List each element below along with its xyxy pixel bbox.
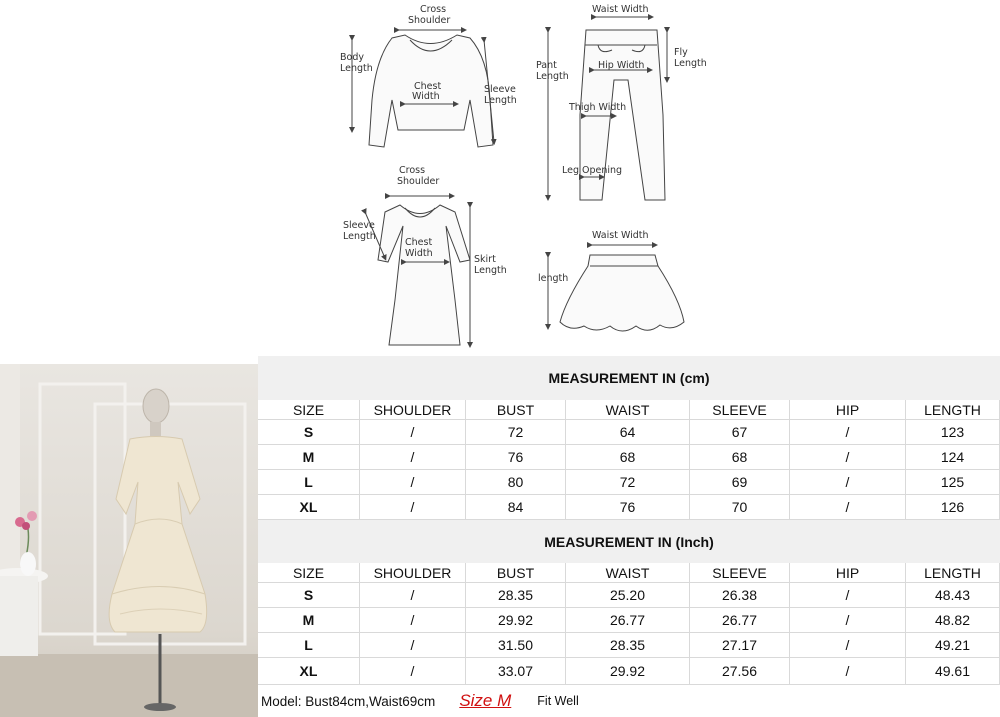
cell-length: 48.82 — [906, 608, 1000, 633]
cell-sleeve: 26.77 — [690, 608, 790, 633]
cell-sleeve: 69 — [690, 470, 790, 495]
cell-length: 49.61 — [906, 658, 1000, 685]
table-title-inch: MEASUREMENT IN (Inch) — [258, 520, 1000, 563]
header-bust: BUST — [466, 400, 566, 420]
label-body-length: Body — [340, 52, 364, 63]
header-hip: HIP — [790, 563, 906, 583]
model-photo — [0, 364, 258, 717]
label-skirt-length-short: length — [538, 273, 569, 284]
label-pant-length-2: Length — [536, 71, 569, 82]
table-row — [258, 445, 1000, 470]
cell-bust: 29.92 — [466, 608, 566, 633]
label-skirt-length-2: Length — [474, 265, 507, 276]
cell-size: M — [258, 445, 360, 470]
measurement-diagram — [0, 0, 1000, 356]
fit-note: Fit Well — [537, 694, 579, 708]
label-cross-shoulder-2: Shoulder — [408, 15, 451, 26]
label-skirt-waist-width: Waist Width — [592, 230, 649, 241]
table-header-inch — [258, 563, 1000, 583]
label-fly-length-2: Length — [674, 58, 707, 69]
cell-size: L — [258, 633, 360, 658]
cell-hip: / — [790, 420, 906, 445]
cell-waist: 68 — [566, 445, 690, 470]
cell-length: 126 — [906, 495, 1000, 520]
cell-length: 124 — [906, 445, 1000, 470]
model-size: Size M — [459, 691, 512, 710]
cell-sleeve: 27.17 — [690, 633, 790, 658]
dress-sketch — [365, 196, 470, 345]
cell-length: 123 — [906, 420, 1000, 445]
header-hip: HIP — [790, 400, 906, 420]
label-chest-width-2: Width — [412, 91, 440, 102]
cell-bust: 76 — [466, 445, 566, 470]
label-waist-width: Waist Width — [592, 4, 649, 15]
label-cross-shoulder: Cross — [420, 4, 447, 15]
cell-waist: 28.35 — [566, 633, 690, 658]
cell-size: S — [258, 420, 360, 445]
cell-waist: 26.77 — [566, 608, 690, 633]
label-dress-sleeve-length-2: Length — [343, 231, 376, 242]
cell-bust: 33.07 — [466, 658, 566, 685]
header-size: SIZE — [258, 400, 360, 420]
table-row — [258, 495, 1000, 520]
header-length: LENGTH — [906, 563, 1000, 583]
cell-shoulder: / — [360, 633, 466, 658]
cell-shoulder: / — [360, 658, 466, 685]
cell-hip: / — [790, 445, 906, 470]
cell-shoulder: / — [360, 445, 466, 470]
cell-waist: 25.20 — [566, 583, 690, 608]
cell-hip: / — [790, 658, 906, 685]
cell-sleeve: 67 — [690, 420, 790, 445]
model-measurements: Model: Bust84cm,Waist69cm — [261, 693, 436, 709]
header-waist: WAIST — [566, 400, 690, 420]
table-header-cm — [258, 400, 1000, 420]
cell-waist: 64 — [566, 420, 690, 445]
cell-waist: 76 — [566, 495, 690, 520]
cell-size: M — [258, 608, 360, 633]
header-bust: BUST — [466, 563, 566, 583]
size-chart — [258, 356, 1000, 717]
cell-shoulder: / — [360, 608, 466, 633]
cell-length: 125 — [906, 470, 1000, 495]
header-length: LENGTH — [906, 400, 1000, 420]
cell-size: XL — [258, 658, 360, 685]
cell-size: S — [258, 583, 360, 608]
table-row — [258, 608, 1000, 633]
table-row — [258, 633, 1000, 658]
cell-hip: / — [790, 495, 906, 520]
cell-bust: 80 — [466, 470, 566, 495]
label-dress-cross-shoulder: Cross — [399, 165, 426, 176]
cell-length: 48.43 — [906, 583, 1000, 608]
header-waist: WAIST — [566, 563, 690, 583]
cell-shoulder: / — [360, 470, 466, 495]
label-fly-length: Fly — [674, 47, 688, 58]
label-dress-chest-width-2: Width — [405, 248, 433, 259]
table-title-cm: MEASUREMENT IN (cm) — [258, 356, 1000, 400]
table-row — [258, 420, 1000, 445]
table-row — [258, 658, 1000, 685]
table-row — [258, 583, 1000, 608]
cell-sleeve: 26.38 — [690, 583, 790, 608]
skirt-sketch — [548, 245, 684, 331]
cell-bust: 31.50 — [466, 633, 566, 658]
label-hip-width: Hip Width — [598, 60, 645, 71]
cell-shoulder: / — [360, 420, 466, 445]
cell-shoulder: / — [360, 583, 466, 608]
cell-shoulder: / — [360, 495, 466, 520]
cell-hip: / — [790, 583, 906, 608]
label-sleeve-length-2: Length — [484, 95, 517, 106]
label-pant-length: Pant — [536, 60, 557, 71]
header-size: SIZE — [258, 563, 360, 583]
header-sleeve: SLEEVE — [690, 563, 790, 583]
label-leg-opening: Leg Opening — [562, 165, 623, 176]
cell-waist: 72 — [566, 470, 690, 495]
table-row — [258, 470, 1000, 495]
cell-length: 49.21 — [906, 633, 1000, 658]
cell-hip: / — [790, 470, 906, 495]
model-info — [258, 685, 1000, 717]
label-dress-chest-width: Chest — [405, 237, 433, 248]
label-dress-cross-shoulder-2: Shoulder — [397, 176, 440, 187]
cell-bust: 72 — [466, 420, 566, 445]
cell-hip: / — [790, 633, 906, 658]
label-chest-width: Chest — [414, 81, 442, 92]
header-shoulder: SHOULDER — [360, 563, 466, 583]
cell-sleeve: 27.56 — [690, 658, 790, 685]
header-shoulder: SHOULDER — [360, 400, 466, 420]
label-skirt-length: Skirt — [474, 254, 496, 265]
cell-sleeve: 70 — [690, 495, 790, 520]
cell-size: XL — [258, 495, 360, 520]
cell-size: L — [258, 470, 360, 495]
label-sleeve-length: Sleeve — [484, 84, 516, 95]
label-thigh-width: Thigh Width — [569, 102, 627, 113]
cell-sleeve: 68 — [690, 445, 790, 470]
label-body-length-2: Length — [340, 63, 373, 74]
label-dress-sleeve-length: Sleeve — [343, 220, 375, 231]
cell-bust: 28.35 — [466, 583, 566, 608]
cell-bust: 84 — [466, 495, 566, 520]
cell-hip: / — [790, 608, 906, 633]
cell-waist: 29.92 — [566, 658, 690, 685]
header-sleeve: SLEEVE — [690, 400, 790, 420]
